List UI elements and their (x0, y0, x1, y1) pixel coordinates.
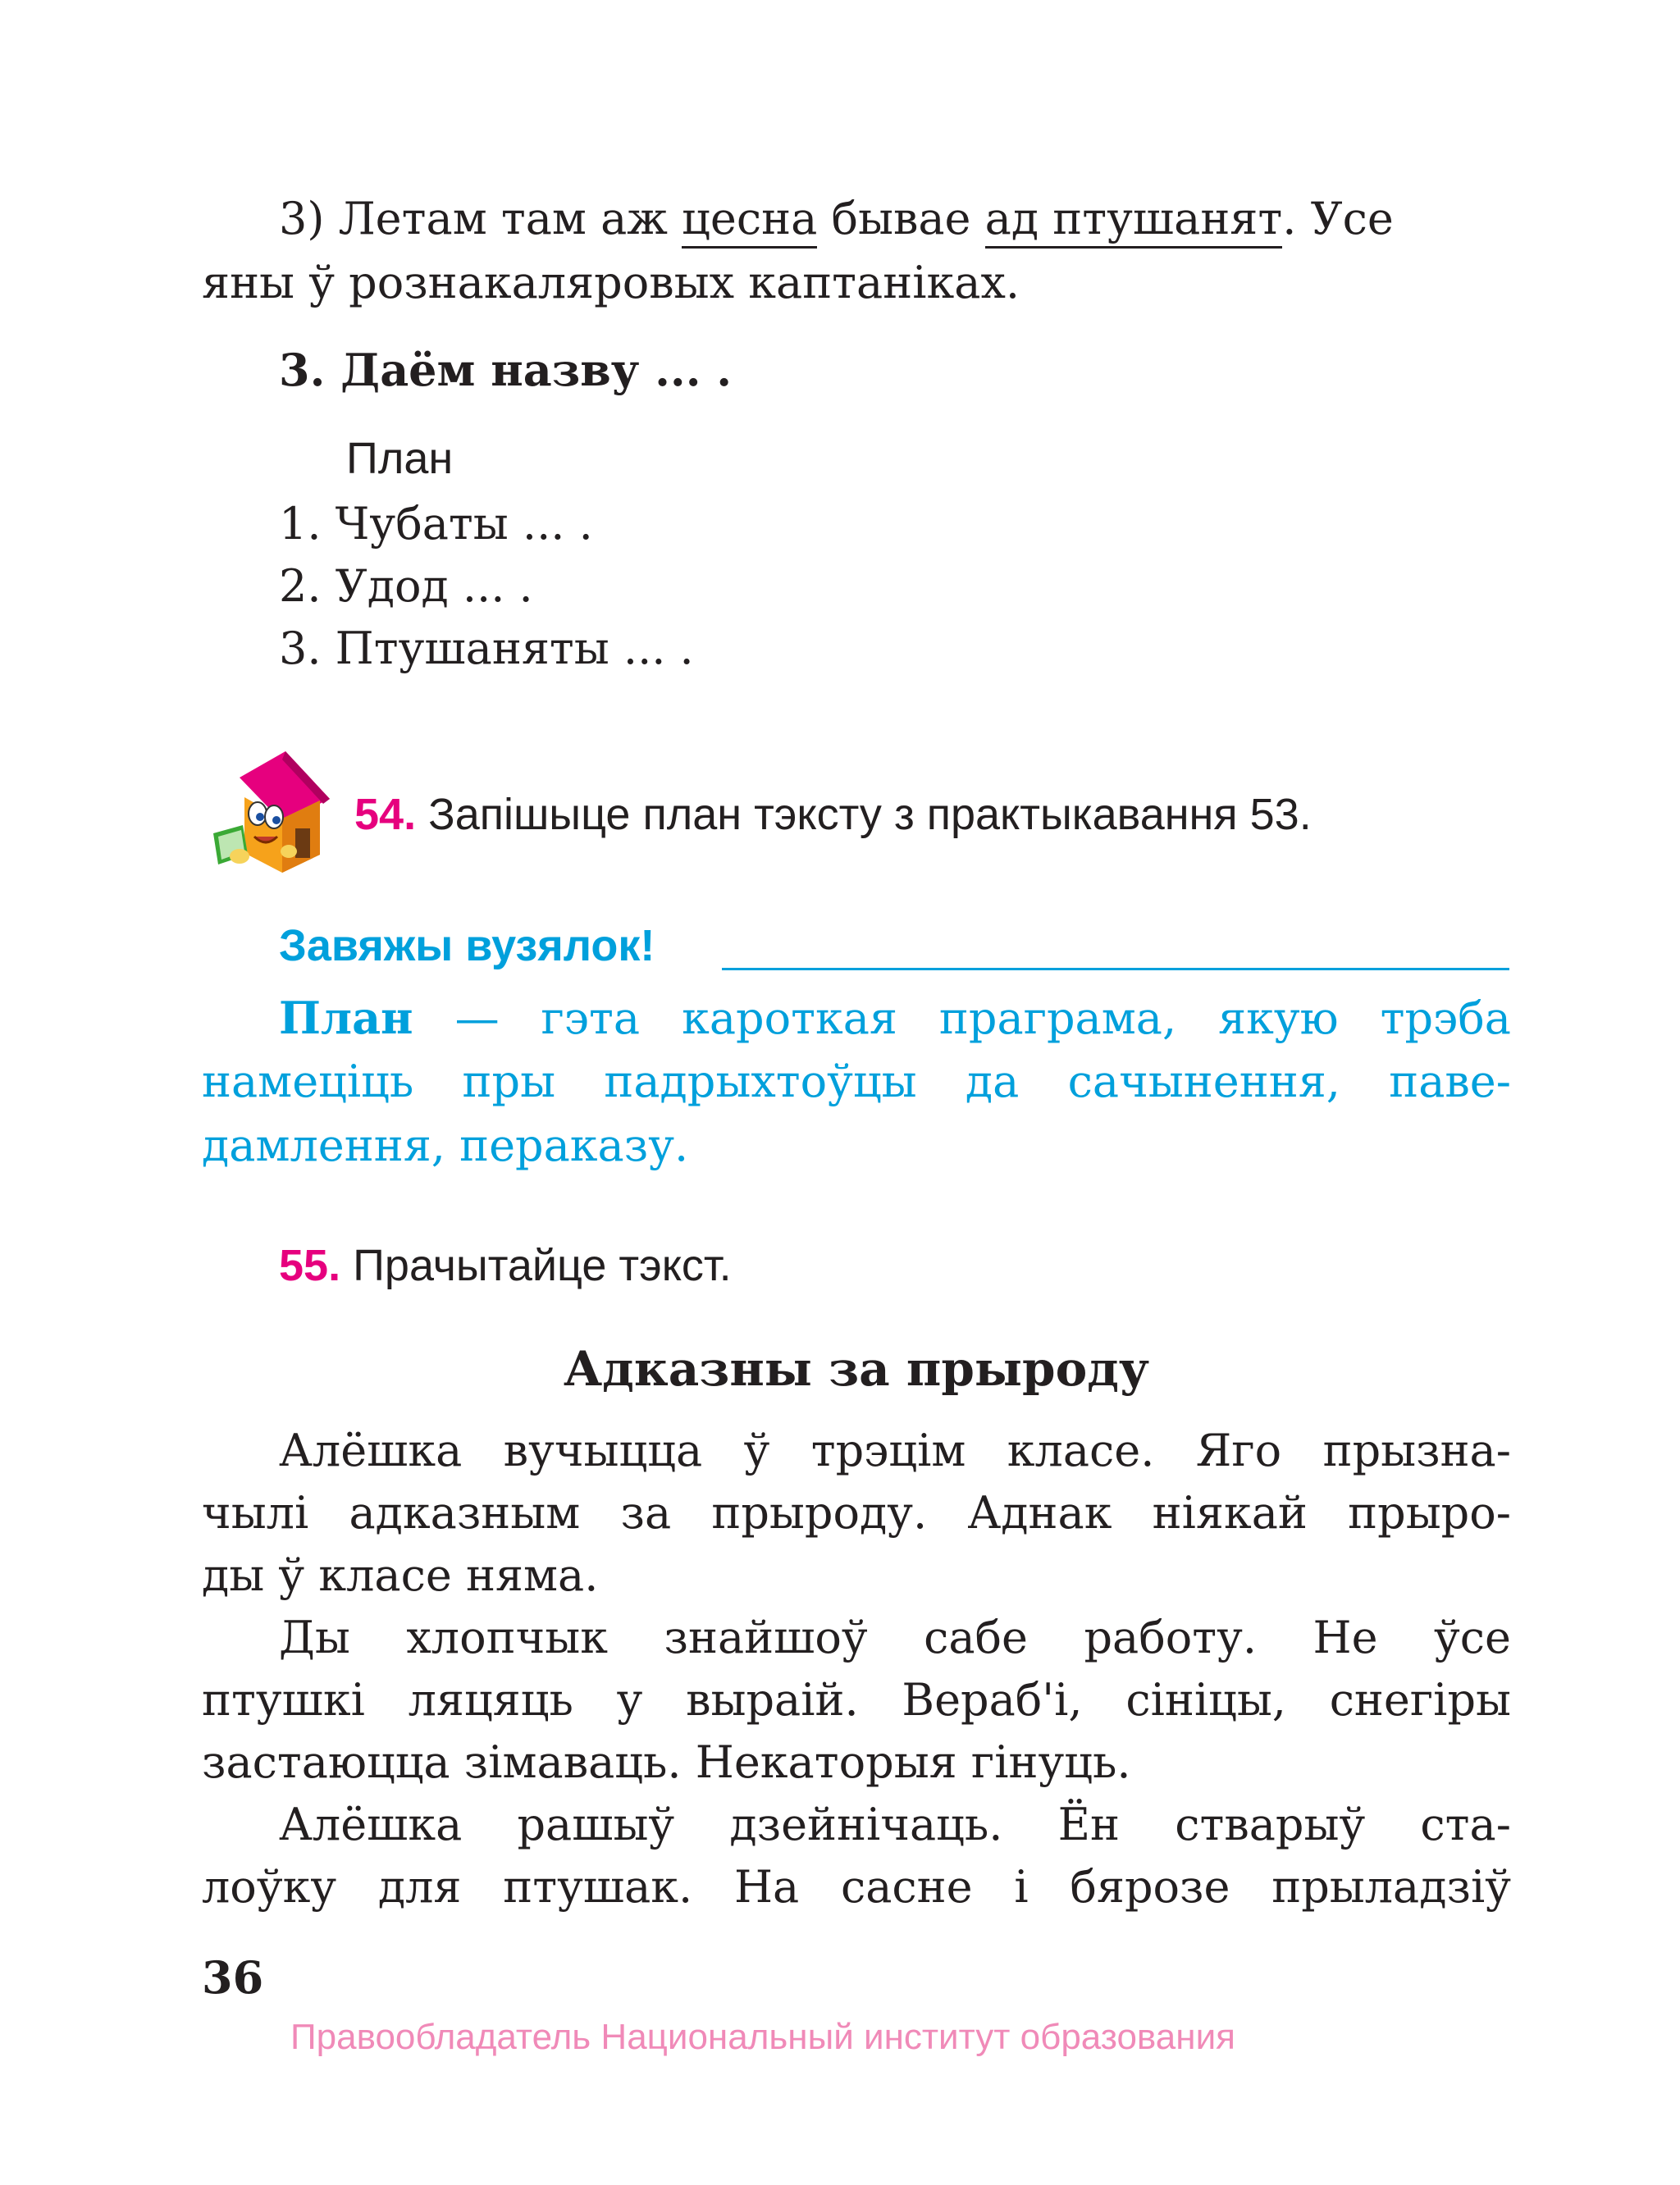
exercise-number: 54. (354, 790, 417, 839)
story-line: лоўку для птушак. На сасне і бярозе прыладзіў (202, 1861, 1511, 1913)
copyright-line: Правообладатель Национальный институт образования (290, 2017, 1235, 2057)
story-line: чылі адказным за прыроду. Аднак ніякай прыро- (202, 1487, 1511, 1539)
plan-item-1: 1. Чубаты ... . (279, 498, 593, 550)
prev-item-line-1 (279, 187, 1394, 251)
plan-label: План (346, 434, 454, 483)
story-line: Алёшка вучыцца ў трэцім класе. Яго прызна- (279, 1425, 1511, 1476)
note-heading: Завяжы вузялок! (279, 921, 655, 970)
prev-item-line-2: яны ў рознакаляровых каптаніках. (202, 257, 1020, 308)
underlined-word-2: ад птушанят (985, 193, 1283, 249)
underlined-word-1: цесна (682, 193, 817, 249)
story-line: птушкі ляцяць у выраій. Вераб'і, сініцы, снегіры (202, 1674, 1511, 1726)
task-3-title: 3. Даём назву ... . (279, 344, 733, 396)
plan-item-2: 2. Удод ... . (279, 560, 533, 612)
note-heading-rule (722, 968, 1509, 970)
prev-item-word: Летам там аж (338, 193, 668, 244)
exercise-text: Запішыце план тэксту з практыкавання 53. (428, 790, 1312, 839)
page-number: 36 (202, 1951, 264, 2004)
story-line: застаюцца зімаваць. Некаторыя гінуць. (202, 1736, 1131, 1788)
exercise-55 (279, 1238, 732, 1293)
exercise-number: 55. (279, 1241, 341, 1290)
note-line-3: дамлення, пераказу. (202, 1120, 689, 1171)
reading-house-icon (197, 746, 336, 878)
prev-item-word: бывае (831, 193, 971, 244)
note-term: План (279, 992, 413, 1044)
exercise-text: Прачытайце тэкст. (353, 1241, 732, 1290)
plan-item-3: 3. Птушаняты ... . (279, 623, 694, 674)
story-line: Алёшка рашыў дзейнічаць. Ён стварыў ста- (279, 1799, 1511, 1850)
note-line-1 (279, 986, 1511, 1051)
exercise-54 (354, 787, 1312, 842)
story-line: ды ў класе няма. (202, 1549, 599, 1601)
story-title: Адказны за прыроду (563, 1341, 1150, 1397)
prev-item-marker: 3) (279, 193, 325, 244)
prev-item-word: . Усе (1282, 193, 1394, 244)
story-line: Ды хлопчык знайшоў сабе работу. Не ўсе (279, 1612, 1511, 1663)
note-definition: — гэта кароткая праграма, якую трэба (454, 992, 1512, 1044)
note-line-2: намеціць пры падрыхтоўцы да сачынення, паве- (202, 1056, 1511, 1107)
